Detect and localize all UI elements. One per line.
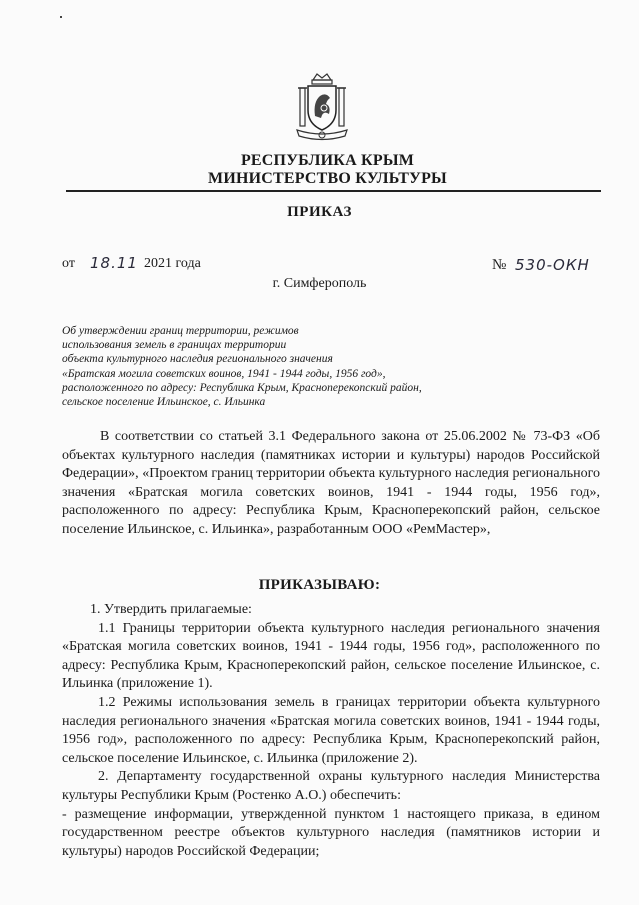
ministry-title: МИНИСТЕРСТВО КУЛЬТУРЫ <box>208 170 447 187</box>
order-items <box>62 601 600 861</box>
item-2: 2. Департаменту государственной охраны культурного наследия Министерства культуры Республики Крым (Ростенко А.О.) обеспечить: <box>62 769 600 803</box>
preamble <box>62 428 600 540</box>
scan-speck <box>60 16 62 18</box>
preamble-text: В соответствии со статьей 3.1 Федерального закона от 25.06.2002 № 73-ФЗ «Об объектах культурного наследия (памятниках истории и культуры) народов Российской Федерации», «Проектом границ территории объекта культурного наследия регионального значения «Братская могила советских воинов, 1941 - 1944 годы, 1956 год», расположенного по адресу: Республика Крым, Красноперекопский район, сельское поселение Ильинское, с. Ильинка», разработанным ООО «РемМастер», <box>62 429 600 537</box>
subject-line: расположенного по адресу: Республика Крым, Красноперекопский район, <box>62 381 422 394</box>
item-1-1: 1.1 Границы территории объекта культурного наследия регионального значения «Братская могила советских воинов, 1941 - 1944 годы, 1956 год», расположенного по адресу: Республика Крым, Красноперекопский район, сельское поселение Ильинское, с. Ильинка (приложение 1). <box>62 620 600 692</box>
crimea-coat-of-arms-icon <box>293 72 351 142</box>
republic-title: РЕСПУБЛИКА КРЫМ <box>240 152 415 169</box>
subject-line: объекта культурного наследия регионального значения <box>62 353 333 366</box>
header-divider <box>66 190 601 192</box>
date-prefix: от <box>62 256 75 271</box>
number-sign: № <box>492 257 507 273</box>
date-year: 2021 года <box>144 256 201 271</box>
order-subject <box>62 324 482 409</box>
subject-line: Об утверждении границ территории, режимов <box>62 325 299 337</box>
subject-line: «Братская могила советских воинов, 1941 - 1944 годы, 1956 год», <box>62 367 386 380</box>
item-1-2: 1.2 Режимы использования земель в границах территории объекта культурного наследия регионального значения «Братская могила советских воинов, 1941 - 1944 годы, 1956 год», расположенного по адресу: Республика Крым, Красноперекопский район, сельское поселение Ильинское, с. Ильинка (приложение 2). <box>62 694 600 766</box>
document-type-title: ПРИКАЗ <box>287 204 352 220</box>
orders-heading: ПРИКАЗЫВАЮ: <box>258 577 381 593</box>
city: г. Симферополь <box>272 276 367 291</box>
subject-line: сельское поселение Ильинское, с. Ильинка <box>62 396 266 409</box>
handwritten-number: 530-ОКН <box>515 256 590 274</box>
subject-line: использования земель в границах территории <box>62 339 287 352</box>
item-1: 1. Утвердить прилагаемые: <box>90 602 252 617</box>
item-2-a: - размещение информации, утвержденной пунктом 1 настоящего приказа, в едином государственном реестре объектов культурного наследия (памятников истории и культуры) народов Российской Федерации; <box>62 806 600 859</box>
handwritten-date: 18.11 <box>90 254 138 272</box>
